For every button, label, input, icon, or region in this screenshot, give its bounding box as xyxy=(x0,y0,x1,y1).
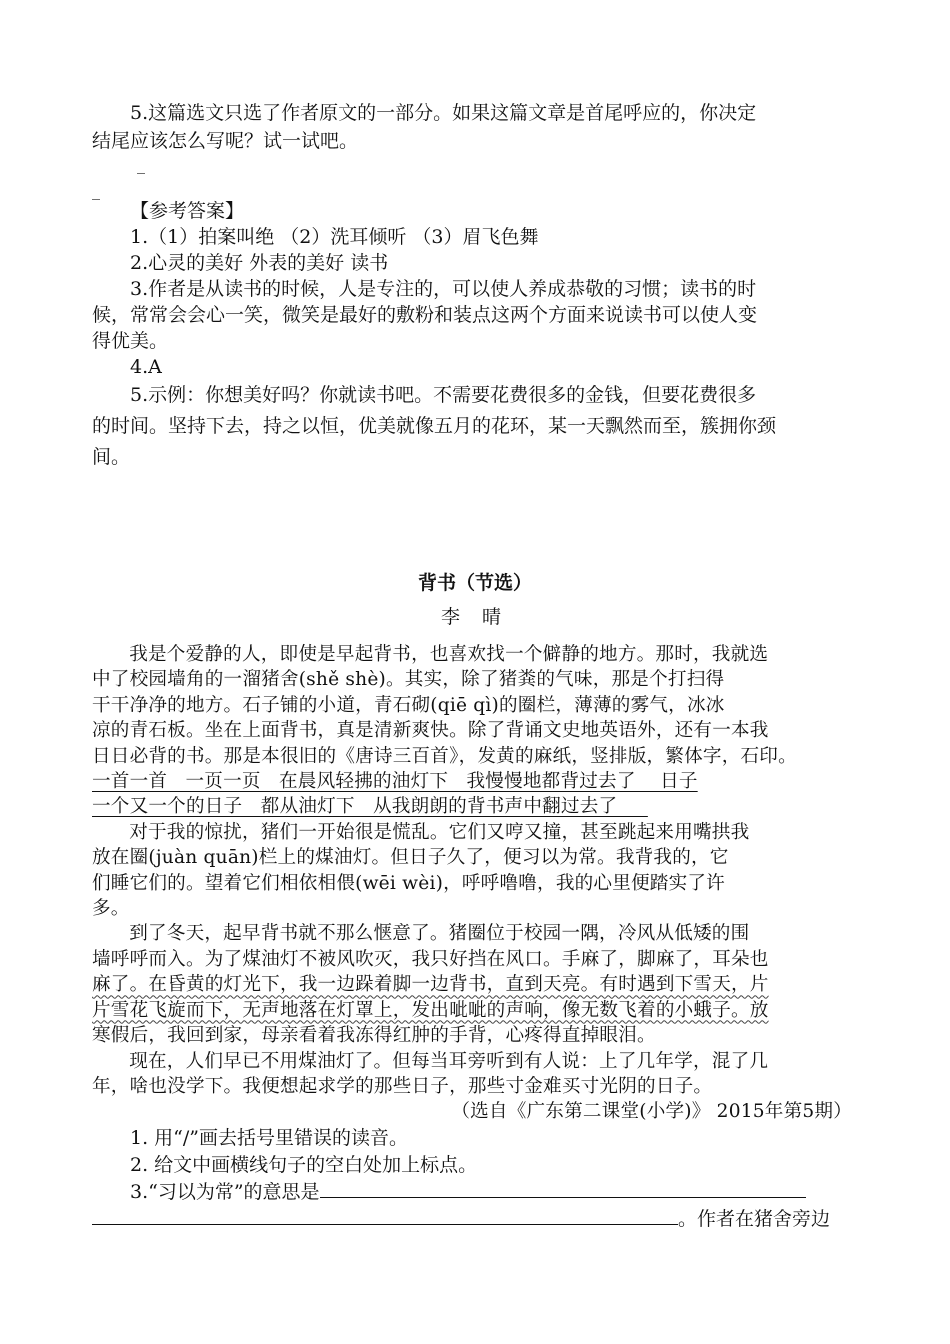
answer-1: 1.（1）拍案叫绝 （2）洗耳倾听 （3）眉飞色舞 xyxy=(130,226,539,248)
article-title: 背书（节选） xyxy=(417,572,532,594)
question-3-prefix: 3.“习以为常”的意思是 xyxy=(130,1181,320,1203)
paragraph-1-line-2: 中了校园墙角的一溜猪舍(shě shè)。其实，除了猪粪的气味，那是个打扫得 xyxy=(92,669,725,691)
question-2: 2. 给文中画横线句子的空白处加上标点。 xyxy=(130,1154,478,1176)
question-3-answer-blank-2[interactable] xyxy=(92,1206,678,1225)
question-3-line-2 xyxy=(92,1206,860,1233)
answer-3-line-3: 得优美。 xyxy=(92,330,169,352)
question-5-line-2: 结尾应该怎么写呢？试一试吧。 xyxy=(92,130,359,152)
answers-heading: 【参考答案】 xyxy=(130,200,245,222)
paragraph-1-line-4: 凉的青石板。坐在上面背书，真是清新爽快。除了背诵文史地英语外，还有一本我 xyxy=(92,720,769,742)
answer-3-line-1: 3.作者是从读书的时候，人是专注的，可以使人养成恭敬的习惯；读书的时 xyxy=(130,278,757,300)
article-source: （选自《广东第二课堂(小学)》 2015年第5期） xyxy=(451,1101,852,1123)
article-body xyxy=(92,642,860,1125)
paragraph-2-line-3: 们睡它们的。望着它们相依相偎(wēi wèi)，呼呼噜噜，我的心里便踏实了许 xyxy=(92,872,725,894)
question-5 xyxy=(92,99,860,155)
question-3-line-1 xyxy=(92,1179,860,1206)
paragraph-3-line-5: 寒假后，我回到家，母亲看着我冻得红肿的手背，心疼得直掉眼泪。 xyxy=(92,1025,656,1047)
answer-blank-dash-1: _ xyxy=(137,155,145,174)
answer-4: 4.A xyxy=(130,356,162,378)
paragraph-1-line-5: 日日必背的书。那是本很旧的《唐诗三百首》，发黄的麻纸，竖排版，繁体字，石印。 xyxy=(92,745,797,767)
questions xyxy=(92,1125,860,1233)
paragraph-2-line-2: 放在圈(juàn quān)栏上的煤油灯。但日子久了，便习以为常。我背我的，它 xyxy=(92,847,729,869)
paragraph-2-line-1: 对于我的惊扰，猪们一开始很是慌乱。它们又哼又撞，甚至跳起来用嘴拱我 xyxy=(129,821,750,843)
underlined-sentence-line-2: 一个又一个的日子 都从油灯下 从我朗朗的背书声中翻过去了 xyxy=(92,796,648,818)
reference-answers xyxy=(92,198,860,473)
paragraph-3-line-3: 麻了。在昏黄的灯光下，我一边跺着脚一边背书，直到天亮。有时遇到下雪天，片 xyxy=(92,974,769,996)
answer-2: 2.心灵的美好 外表的美好 读书 xyxy=(130,252,389,274)
question-3-suffix: 。作者在猪舍旁边 xyxy=(678,1208,831,1230)
answer-blank-dash-2: _ xyxy=(92,181,100,200)
question-1: 1. 用“/”画去括号里错误的读音。 xyxy=(130,1127,408,1149)
paragraph-2-line-4: 多。 xyxy=(92,898,130,920)
paragraph-4-line-1: 现在，人们早已不用煤油灯了。但每当耳旁听到有人说：上了几年学，混了几 xyxy=(129,1050,769,1072)
paragraph-3-line-4: 片雪花飞旋而下，无声地落在灯罩上，发出呲呲的声响，像无数飞着的小蛾子。放 xyxy=(92,999,769,1021)
answer-5-line-3: 间。 xyxy=(92,446,131,468)
answer-5-line-2: 的时间。坚持下去，持之以恒，优美就像五月的花环，某一天飘然而至，簇拥你颈 xyxy=(92,415,777,437)
question-5-line-1: 5.这篇选文只选了作者原文的一部分。如果这篇文章是首尾呼应的，你决定 xyxy=(130,102,757,124)
paragraph-3-line-1: 到了冬天，起早背书就不那么惬意了。猪圈位于校园一隅，冷风从低矮的围 xyxy=(129,923,750,945)
answer-5-line-1: 5.示例：你想美好吗？你就读书吧。不需要花费很多的金钱，但要花费很多 xyxy=(130,384,757,406)
question-3-answer-blank-1[interactable] xyxy=(320,1179,806,1198)
paragraph-4-line-2: 年，啥也没学下。我便想起求学的那些日子，那些寸金难买寸光阴的日子。 xyxy=(92,1075,713,1097)
answer-3-line-2: 候，常常会会心一笑，微笑是最好的敷粉和装点这两个方面来说读书可以使人变 xyxy=(92,304,758,326)
paragraph-1-line-1: 我是个爱静的人，即使是早起背书，也喜欢找一个僻静的地方。那时，我就选 xyxy=(129,644,769,665)
paragraph-1-line-3: 干干净净的地方。石子铺的小道，青石砌(qiē qì)的圈栏，薄薄的雾气，冰冰 xyxy=(92,694,725,716)
underlined-sentence-line-1: 一首一首 一页一页 在晨风轻拂的油灯下 我慢慢地都背过去了 日子 xyxy=(92,771,698,793)
article-author: 李 晴 xyxy=(440,606,510,628)
paragraph-3-line-2: 墙呼呼而入。为了煤油灯不被风吹灭，我只好挡在风口。手麻了，脚麻了，耳朵也 xyxy=(92,948,769,970)
